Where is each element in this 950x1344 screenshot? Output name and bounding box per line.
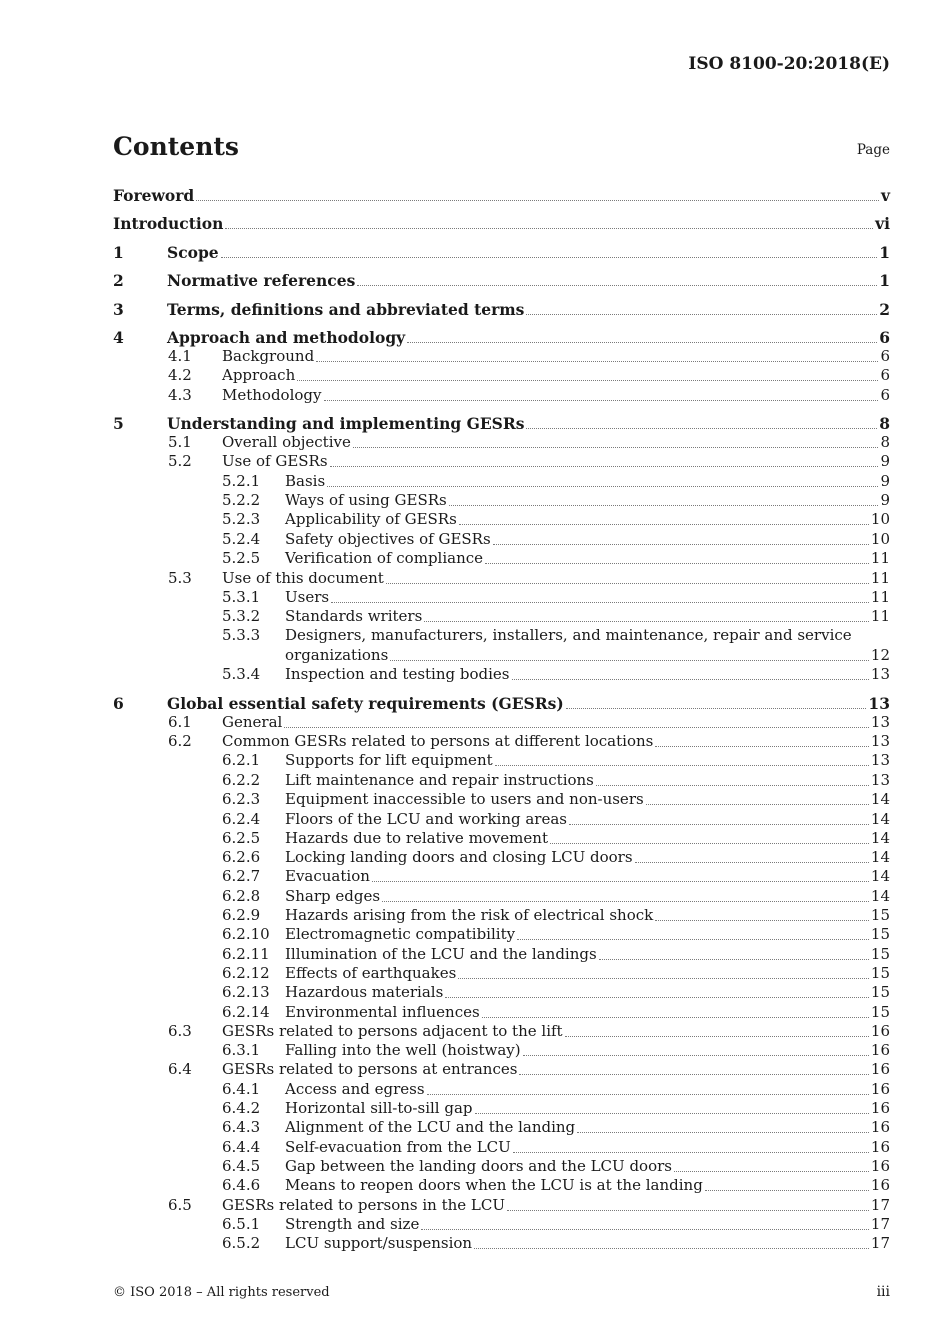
toc-entry[interactable]	[113, 964, 890, 983]
dot-leader	[519, 1074, 868, 1075]
dot-leader	[297, 380, 878, 381]
toc-entry-title: GESRs related to persons adjacent to the lift	[222, 1022, 563, 1040]
toc-entry-title: Designers, manufacturers, installers, and maintenance, repair and service	[285, 626, 852, 644]
toc-entry[interactable]	[113, 243, 890, 262]
toc-entry-page: 6	[880, 366, 890, 384]
toc-entry-number: 6.4.5	[222, 1157, 261, 1175]
toc-entry-number: 6	[113, 694, 124, 713]
toc-entry[interactable]	[113, 300, 890, 319]
toc-entry-page: 2	[879, 300, 890, 319]
dot-leader	[482, 1017, 869, 1018]
toc-entry-number: 5.2.1	[222, 472, 261, 490]
dot-leader	[221, 257, 878, 258]
dot-leader	[655, 920, 869, 921]
dot-leader	[507, 1210, 869, 1211]
toc-entry-page: 13	[868, 694, 890, 713]
dot-leader	[565, 1036, 869, 1037]
toc-entry[interactable]	[113, 906, 890, 925]
dot-leader	[474, 1248, 869, 1249]
toc-entry-title: Falling into the well (hoistway)	[285, 1041, 521, 1059]
dot-leader	[495, 765, 869, 766]
toc-entry-title: Locking landing doors and closing LCU doors	[285, 848, 633, 866]
toc-entry[interactable]	[113, 925, 890, 944]
toc-entry[interactable]	[113, 386, 890, 405]
toc-entry[interactable]	[113, 433, 890, 452]
toc-entry-number: 5.2.4	[222, 530, 261, 548]
toc-entry-title: Evacuation	[285, 867, 370, 885]
toc-entry[interactable]	[113, 588, 890, 607]
toc-entry-number: 6.4.4	[222, 1138, 261, 1156]
toc-entry-page: 15	[870, 945, 890, 963]
dot-leader	[427, 1094, 869, 1095]
dot-leader	[705, 1190, 869, 1191]
toc-entry-title: Hazards arising from the risk of electrical shock	[285, 906, 654, 924]
toc-entry-page: 14	[870, 829, 890, 847]
toc-entry-number: 4.2	[168, 366, 192, 384]
toc-entry-title: GESRs related to persons in the LCU	[222, 1196, 506, 1214]
dot-leader	[330, 466, 879, 467]
toc-entry-page: 16	[870, 1022, 890, 1040]
dot-leader	[331, 602, 869, 603]
dot-leader	[324, 400, 879, 401]
toc-entry[interactable]	[113, 626, 890, 645]
toc-entry-page: 9	[880, 491, 890, 509]
toc-entry-number: 6.2.13	[222, 983, 270, 1001]
dot-leader	[196, 200, 879, 201]
toc-entry-page: 11	[870, 607, 890, 625]
toc-entry-page: 9	[880, 472, 890, 490]
dot-leader	[674, 1171, 869, 1172]
toc-entry-title: Applicability of GESRs	[285, 510, 457, 528]
dot-leader	[599, 959, 869, 960]
toc-entry[interactable]	[113, 771, 890, 790]
toc-entry[interactable]	[113, 1003, 890, 1022]
toc-entry-number: 6.3.1	[222, 1041, 261, 1059]
toc-entry[interactable]	[113, 694, 890, 713]
toc-entry-number: 6.5	[168, 1196, 192, 1214]
toc-entry-number: 6.2.14	[222, 1003, 270, 1021]
toc-entry[interactable]	[113, 1080, 890, 1099]
toc-entry-title: Effects of earthquakes	[285, 964, 457, 982]
toc-entry-page: 11	[870, 549, 890, 567]
dot-leader	[372, 881, 869, 882]
dot-leader	[566, 708, 867, 709]
toc-entry[interactable]	[113, 549, 890, 568]
toc-entry[interactable]	[113, 1138, 890, 1157]
dot-leader	[353, 447, 879, 448]
toc-entry-number: 5.3	[168, 569, 192, 587]
toc-entry-number: 6.3	[168, 1022, 192, 1040]
toc-entry-number: 6.2.6	[222, 848, 261, 866]
dot-leader	[655, 746, 869, 747]
page-column-label: Page	[856, 142, 890, 158]
toc-entry-title: Common GESRs related to persons at different locations	[222, 732, 654, 750]
toc-entry-title: Means to reopen doors when the LCU is at the landing	[285, 1176, 703, 1194]
toc-entry-page: 17	[870, 1196, 890, 1214]
toc-entry[interactable]	[113, 1234, 890, 1253]
toc-entry-number: 6.2.10	[222, 925, 270, 943]
toc-entry-title: Approach	[222, 366, 296, 384]
toc-entry-page: 8	[880, 433, 890, 451]
toc-entry-number: 6.4.6	[222, 1176, 261, 1194]
toc-entry-title: Supports for lift equipment	[285, 751, 493, 769]
toc-entry-page: 16	[870, 1118, 890, 1136]
toc-entry-number: 5.2.5	[222, 549, 261, 567]
toc-entry-title: Normative references	[167, 271, 356, 290]
toc-entry-number: 6.2	[168, 732, 192, 750]
toc-entry-number: 5.2.2	[222, 491, 261, 509]
toc-entry[interactable]	[113, 848, 890, 867]
toc-entry-page: 13	[870, 713, 890, 731]
toc-entry-number: 6.5.2	[222, 1234, 261, 1252]
dot-leader	[458, 978, 869, 979]
toc-entry-page: 13	[870, 771, 890, 789]
toc-entry-number: 2	[113, 271, 124, 290]
toc-entry[interactable]	[113, 732, 890, 751]
toc-entry-page: 14	[870, 848, 890, 866]
toc-entry-title: Basis	[285, 472, 326, 490]
footer-page-number: iii	[876, 1284, 890, 1300]
toc-entry-title: Use of this document	[222, 569, 384, 587]
toc-entry-page: 13	[870, 732, 890, 750]
toc-entry-title: Equipment inaccessible to users and non-users	[285, 790, 644, 808]
toc-entry[interactable]	[113, 945, 890, 964]
toc-entry-page: 16	[870, 1041, 890, 1059]
dot-leader	[569, 824, 869, 825]
dot-leader	[327, 486, 878, 487]
toc-entry[interactable]	[113, 1060, 890, 1079]
toc-entry-page: 1	[879, 271, 890, 290]
toc-entry-title: Understanding and implementing GESRs	[167, 414, 525, 433]
toc-entry[interactable]	[113, 810, 890, 829]
toc-entry-title: Introduction	[113, 214, 224, 233]
toc-entry-title: Users	[285, 588, 330, 606]
toc-entry[interactable]	[113, 414, 890, 433]
toc-entry[interactable]	[113, 790, 890, 809]
toc-entry[interactable]	[113, 510, 890, 529]
toc-entry-page: 14	[870, 790, 890, 808]
toc-entry-page: 14	[870, 887, 890, 905]
toc-entry-page: 13	[870, 665, 890, 683]
dot-leader	[512, 679, 869, 680]
toc-entry-title: Ways of using GESRs	[285, 491, 447, 509]
toc-entry-number: 5	[113, 414, 124, 433]
toc-entry-title: LCU support/suspension	[285, 1234, 473, 1252]
toc-entry-page: 15	[870, 1003, 890, 1021]
toc-entry-page: 6	[880, 386, 890, 404]
toc-entry-page: 1	[879, 243, 890, 262]
toc-entry-title: Hazardous materials	[285, 983, 444, 1001]
dot-leader	[526, 428, 877, 429]
dot-leader	[517, 939, 869, 940]
toc-entry-number: 6.2.5	[222, 829, 261, 847]
toc-entry-number: 6.2.11	[222, 945, 270, 963]
dot-leader	[449, 505, 879, 506]
toc-entry-number: 6.1	[168, 713, 192, 731]
toc-entry-title: Overall objective	[222, 433, 351, 451]
toc-entry-title: Gap between the landing doors and the LCU doors	[285, 1157, 672, 1175]
dot-leader	[577, 1132, 869, 1133]
dot-leader	[424, 621, 869, 622]
toc-entry-page: 16	[870, 1176, 890, 1194]
toc-entry-page: 16	[870, 1080, 890, 1098]
dot-leader	[421, 1229, 869, 1230]
toc-entry[interactable]	[113, 867, 890, 886]
toc-entry-number: 6.2.12	[222, 964, 270, 982]
dot-leader	[646, 804, 869, 805]
toc-entry[interactable]	[113, 1118, 890, 1137]
toc-entry-number: 5.3.1	[222, 588, 261, 606]
toc-entry-number: 5.2	[168, 452, 192, 470]
toc-entry-number: 3	[113, 300, 124, 319]
toc-entry-title: Methodology	[222, 386, 322, 404]
dot-leader	[386, 583, 869, 584]
toc-entry-number: 6.2.3	[222, 790, 261, 808]
toc-entry[interactable]	[113, 607, 890, 626]
toc-entry-page: 11	[870, 588, 890, 606]
toc-entry-page: 15	[870, 925, 890, 943]
toc-entry[interactable]	[113, 1099, 890, 1118]
toc-entry-number: 6.4	[168, 1060, 192, 1078]
toc-entry-title: Hazards due to relative movement	[285, 829, 548, 847]
toc-entry-page: 11	[870, 569, 890, 587]
toc-entry-number: 5.3.4	[222, 665, 261, 683]
dot-leader	[390, 660, 869, 661]
toc-entry-page: 16	[870, 1060, 890, 1078]
toc-entry[interactable]	[113, 328, 890, 347]
toc-entry-page: 17	[870, 1234, 890, 1252]
dot-leader	[513, 1152, 869, 1153]
dot-leader	[526, 314, 877, 315]
toc-entry[interactable]	[113, 1157, 890, 1176]
toc-entry-page: 14	[870, 810, 890, 828]
toc-entry[interactable]	[113, 1196, 890, 1215]
toc-entry-page: vi	[875, 214, 890, 233]
toc-entry[interactable]	[113, 751, 890, 770]
toc-entry-page: 6	[879, 328, 890, 347]
toc-entry-number: 6.2.4	[222, 810, 261, 828]
dot-leader	[596, 785, 869, 786]
toc-entry[interactable]	[113, 530, 890, 549]
toc-entry-title: Foreword	[113, 186, 195, 205]
dot-leader	[407, 342, 877, 343]
toc-entry-page: 15	[870, 983, 890, 1001]
toc-entry-title: Lift maintenance and repair instructions	[285, 771, 594, 789]
toc-entry-page: 8	[879, 414, 890, 433]
dot-leader	[523, 1055, 869, 1056]
toc-entry-page: 6	[880, 347, 890, 365]
toc-entry[interactable]	[113, 1176, 890, 1195]
toc-entry-number: 6.2.9	[222, 906, 261, 924]
dot-leader	[225, 228, 873, 229]
dot-leader	[284, 727, 869, 728]
toc-entry-title-continued: organizations	[285, 645, 389, 664]
toc-entry-title: Floors of the LCU and working areas	[285, 810, 567, 828]
toc-entry-page: 15	[870, 906, 890, 924]
toc-entry-number: 6.2.2	[222, 771, 261, 789]
toc-entry-number: 5.3.2	[222, 607, 261, 625]
toc-entry[interactable]	[113, 186, 890, 205]
toc-entry[interactable]	[113, 887, 890, 906]
dot-leader	[316, 361, 878, 362]
toc-entry-continuation[interactable]	[113, 646, 890, 665]
toc-entry-page: 16	[870, 1138, 890, 1156]
dot-leader	[475, 1113, 869, 1114]
dot-leader	[382, 901, 869, 902]
toc-entry[interactable]	[113, 1041, 890, 1060]
toc-entry-number: 5.1	[168, 433, 192, 451]
toc-entry-page: 14	[870, 867, 890, 885]
dot-leader	[459, 524, 869, 525]
dot-leader	[357, 285, 877, 286]
toc-entry[interactable]	[113, 665, 890, 684]
page-header-doc-code: ISO 8100-20:2018(E)	[688, 54, 890, 74]
toc-entry-title: Standards writers	[285, 607, 423, 625]
toc-entry-number: 6.5.1	[222, 1215, 261, 1233]
toc-entry[interactable]	[113, 271, 890, 290]
toc-entry[interactable]	[113, 1215, 890, 1234]
toc-entry-title: Global essential safety requirements (GESRs)	[167, 694, 564, 713]
toc-entry-number: 1	[113, 243, 124, 262]
toc-entry-title: Background	[222, 347, 315, 365]
toc-entry[interactable]	[113, 491, 890, 510]
toc-entry-number: 6.4.1	[222, 1080, 261, 1098]
toc-entry[interactable]	[113, 347, 890, 366]
toc-entry-title: Strength and size	[285, 1215, 420, 1233]
dot-leader	[550, 843, 869, 844]
toc-entry[interactable]	[113, 829, 890, 848]
toc-entry-number: 4.1	[168, 347, 192, 365]
toc-entry-title: Verification of compliance	[285, 549, 484, 567]
toc-entry-title: GESRs related to persons at entrances	[222, 1060, 518, 1078]
toc-entry-title: Self-evacuation from the LCU	[285, 1138, 511, 1156]
toc-entry-page: 17	[870, 1215, 890, 1233]
toc-entry-number: 4	[113, 328, 124, 347]
toc-entry-title: Horizontal sill-to-sill gap	[285, 1099, 473, 1117]
toc-entry-number: 6.2.1	[222, 751, 261, 769]
dot-leader	[485, 563, 869, 564]
toc-entry-page: 10	[870, 530, 890, 548]
toc-entry[interactable]	[113, 713, 890, 732]
toc-entry[interactable]	[113, 366, 890, 385]
toc-entry[interactable]	[113, 472, 890, 491]
toc-entry-title: Sharp edges	[285, 887, 381, 905]
toc-entry-title: Alignment of the LCU and the landing	[285, 1118, 576, 1136]
toc-entry-page: 13	[870, 751, 890, 769]
toc-entry-page: 16	[870, 1157, 890, 1175]
toc-entry-page: 16	[870, 1099, 890, 1117]
toc-entry-page: 15	[870, 964, 890, 982]
toc-entry-page: 12	[870, 645, 890, 664]
footer-copyright: © ISO 2018 – All rights reserved	[113, 1285, 330, 1300]
dot-leader	[445, 997, 869, 998]
toc-entry-title: Terms, definitions and abbreviated terms	[167, 300, 525, 319]
toc-entry-title: Scope	[167, 243, 219, 262]
toc-entry-number: 6.2.8	[222, 887, 261, 905]
toc-entry-number: 6.4.2	[222, 1099, 261, 1117]
toc-entry-title: Electromagnetic compatibility	[285, 925, 516, 943]
toc-entry-title: Use of GESRs	[222, 452, 328, 470]
toc-entry-number: 5.2.3	[222, 510, 261, 528]
dot-leader	[635, 862, 869, 863]
toc-entry-title: General	[222, 713, 283, 731]
toc-entry-title: Environmental influences	[285, 1003, 480, 1021]
toc-entry-page: v	[880, 186, 890, 205]
dot-leader	[493, 544, 869, 545]
toc-entry-title: Approach and methodology	[167, 328, 406, 347]
toc-entry-number: 5.3.3	[222, 626, 261, 644]
toc-entry-number: 6.2.7	[222, 867, 261, 885]
toc-entry[interactable]	[113, 983, 890, 1002]
toc-entry-title: Illumination of the LCU and the landings	[285, 945, 597, 963]
toc-entry-number: 6.4.3	[222, 1118, 261, 1136]
contents-title: Contents	[113, 132, 240, 161]
toc-entry-title: Safety objectives of GESRs	[285, 530, 491, 548]
toc-entry-number: 4.3	[168, 386, 192, 404]
toc-entry[interactable]	[113, 569, 890, 588]
toc-entry-title: Access and egress	[285, 1080, 425, 1098]
toc-entry[interactable]	[113, 214, 890, 233]
toc-entry-page: 10	[870, 510, 890, 528]
toc-entry-title: Inspection and testing bodies	[285, 665, 510, 683]
toc-entry[interactable]	[113, 452, 890, 471]
toc-entry-page: 9	[880, 452, 890, 470]
toc-entry[interactable]	[113, 1022, 890, 1041]
